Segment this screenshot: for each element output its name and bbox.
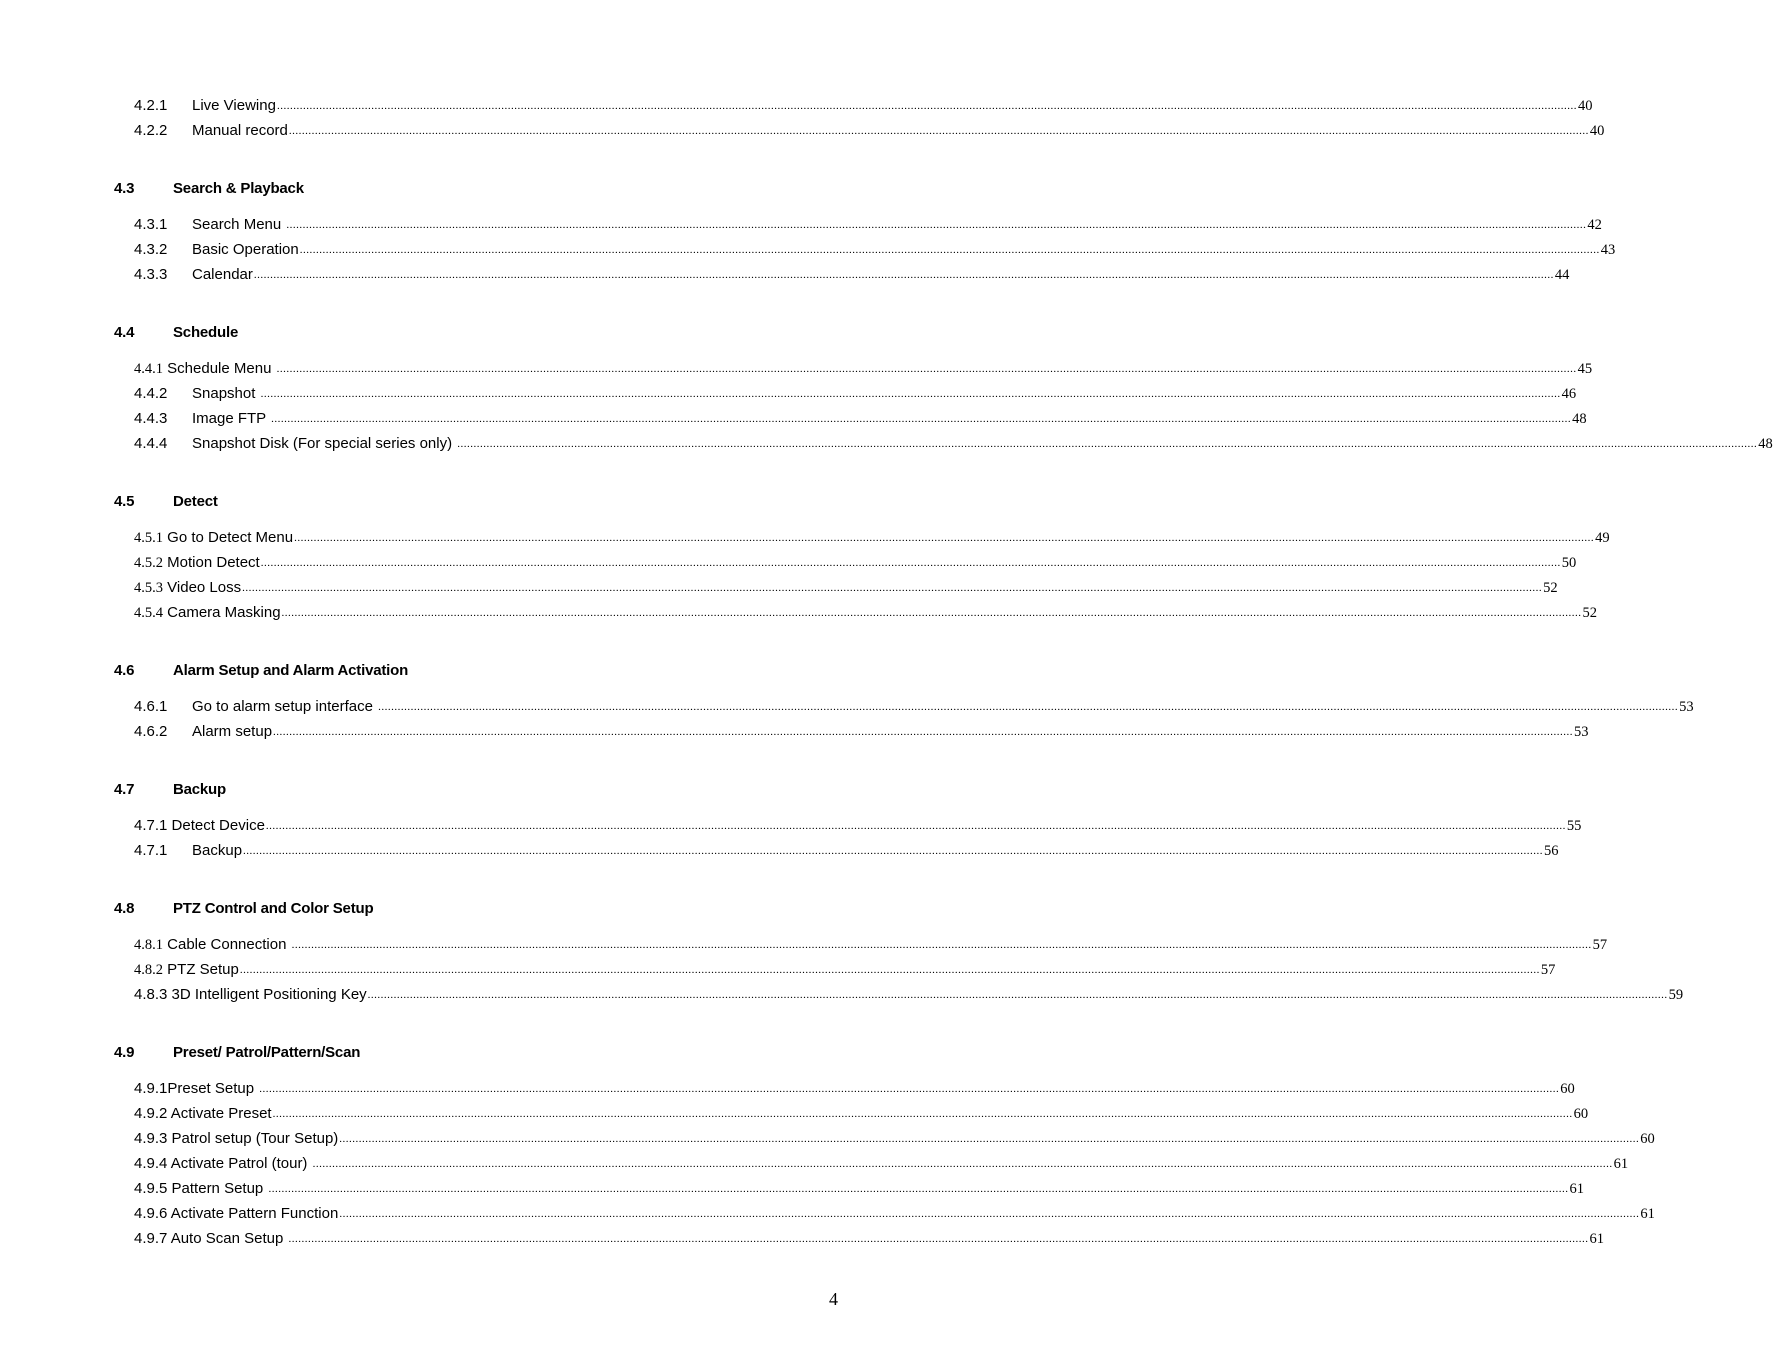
section-number: 4.7 (114, 781, 135, 798)
entry-number: 4.5.2 (134, 555, 163, 571)
entry-page-number: 40 (1577, 98, 1593, 114)
section-number: 4.4 (114, 324, 135, 341)
toc-entry[interactable] (134, 932, 1608, 954)
entry-title: Snapshot Disk (For special series only) (192, 435, 457, 452)
dot-leader: ................................................................................................................................................................................................................................................................................................................................................................................................................ (288, 1233, 1589, 1245)
entry-title: PTZ Setup (163, 961, 239, 978)
entry-title: Image FTP (192, 410, 271, 427)
entry-page-number: 42 (1587, 217, 1602, 233)
dot-leader: ................................................................................................................................................................................................................................................................................................................................................................................................................ (339, 1208, 1640, 1220)
entry-number: 4.9.2 (134, 1105, 168, 1122)
dot-leader: ................................................................................................................................................................................................................................................................................................................................................................................................................ (312, 1158, 1613, 1170)
entry-page-number: 48 (1572, 411, 1587, 427)
entry-title: Alarm setup (192, 723, 273, 740)
toc-entry[interactable] (134, 1201, 1655, 1223)
toc-section-heading[interactable] (114, 1040, 814, 1062)
entry-number: 4.9.3 (134, 1130, 168, 1147)
entry-number: 4.3.1 (134, 216, 168, 233)
entry-number: 4.4.2 (134, 385, 168, 402)
entry-number: 4.8.1 (134, 937, 163, 953)
entry-title: Auto Scan Setup (167, 1230, 288, 1247)
entry-title: Motion Detect (163, 554, 260, 571)
toc-entry[interactable] (134, 1101, 1589, 1123)
entry-number: 4.2.1 (134, 97, 168, 114)
entry-number: 4.5.3 (134, 580, 163, 596)
section-title: PTZ Control and Color Setup (173, 900, 374, 917)
toc-entry[interactable] (134, 381, 1577, 403)
entry-page-number: 45 (1577, 361, 1593, 377)
entry-title: Activate Preset (167, 1105, 272, 1122)
dot-leader: ................................................................................................................................................................................................................................................................................................................................................................................................................ (265, 820, 1566, 832)
dot-leader: ................................................................................................................................................................................................................................................................................................................................................................................................................ (260, 557, 1561, 569)
section-title: Preset/ Patrol/Pattern/Scan (173, 1044, 361, 1061)
entry-page-number: 46 (1561, 386, 1577, 402)
dot-leader: ................................................................................................................................................................................................................................................................................................................................................................................................................ (260, 388, 1561, 400)
entry-number: 4.9.4 (134, 1155, 168, 1172)
entry-title: Preset Setup (167, 1080, 259, 1097)
dot-leader: ................................................................................................................................................................................................................................................................................................................................................................................................................ (273, 726, 1574, 738)
dot-leader: ................................................................................................................................................................................................................................................................................................................................................................................................................ (276, 363, 1577, 375)
entry-title: Cable Connection (163, 936, 291, 953)
dot-leader: ................................................................................................................................................................................................................................................................................................................................................................................................................ (378, 701, 1679, 713)
entry-title: Detect Device (167, 817, 265, 834)
entry-title: Live Viewing (192, 97, 276, 114)
entry-number: 4.4.3 (134, 410, 168, 427)
entry-page-number: 40 (1589, 123, 1605, 139)
section-title: Detect (173, 493, 218, 510)
toc-entry[interactable] (134, 719, 1589, 741)
entry-title: Backup (192, 842, 243, 859)
entry-title: Manual record (192, 122, 288, 139)
entry-page-number: 57 (1592, 937, 1608, 953)
toc-entry[interactable] (134, 431, 1773, 453)
toc-entry[interactable] (134, 262, 1570, 284)
toc-entry[interactable] (134, 550, 1577, 572)
entry-page-number: 52 (1582, 605, 1598, 621)
entry-number: 4.5.1 (134, 530, 163, 546)
section-title: Search & Playback (173, 180, 304, 197)
entry-page-number: 49 (1595, 530, 1610, 546)
dot-leader: ................................................................................................................................................................................................................................................................................................................................................................................................................ (281, 607, 1582, 619)
dot-leader: ................................................................................................................................................................................................................................................................................................................................................................................................................ (286, 219, 1587, 231)
entry-number: 4.3.2 (134, 241, 168, 258)
dot-leader: ................................................................................................................................................................................................................................................................................................................................................................................................................ (276, 100, 1577, 112)
entry-page-number: 61 (1613, 1156, 1629, 1172)
dot-leader: ................................................................................................................................................................................................................................................................................................................................................................................................................ (271, 413, 1572, 425)
entry-number: 4.9.1 (134, 1080, 168, 1097)
dot-leader: ................................................................................................................................................................................................................................................................................................................................................................................................................ (243, 845, 1544, 857)
entry-number: 4.9.5 (134, 1180, 168, 1197)
entry-page-number: 53 (1679, 699, 1694, 715)
entry-page-number: 52 (1543, 580, 1558, 596)
dot-leader: ................................................................................................................................................................................................................................................................................................................................................................................................................ (239, 964, 1540, 976)
toc-entry[interactable] (134, 118, 1605, 140)
entry-number: 4.4.1 (134, 361, 163, 377)
section-number: 4.5 (114, 493, 135, 510)
entry-page-number: 44 (1554, 267, 1570, 283)
dot-leader: ................................................................................................................................................................................................................................................................................................................................................................................................................ (457, 438, 1758, 450)
toc-entry[interactable] (134, 212, 1602, 234)
dot-leader: ................................................................................................................................................................................................................................................................................................................................................................................................................ (272, 1108, 1573, 1120)
toc-entry[interactable] (134, 1151, 1629, 1173)
entry-number: 4.8.3 (134, 986, 168, 1003)
toc-section-heading[interactable] (114, 658, 814, 680)
entry-title: Go to Detect Menu (163, 529, 294, 546)
entry-page-number: 53 (1574, 724, 1589, 740)
entry-title: Search Menu (192, 216, 286, 233)
entry-title: 3D Intelligent Positioning Key (167, 986, 367, 1003)
dot-leader: ................................................................................................................................................................................................................................................................................................................................................................................................................ (259, 1083, 1560, 1095)
toc-entry[interactable] (134, 982, 1684, 1004)
section-title: Alarm Setup and Alarm Activation (173, 662, 409, 679)
toc-entry[interactable] (134, 600, 1598, 622)
toc-entry[interactable] (134, 1226, 1604, 1248)
entry-page-number: 60 (1640, 1131, 1655, 1147)
entry-title: Calendar (192, 266, 253, 283)
entry-number: 4.7.1 (134, 842, 168, 859)
entry-page-number: 61 (1640, 1206, 1655, 1222)
entry-number: 4.9.6 (134, 1205, 168, 1222)
section-number: 4.8 (114, 900, 135, 917)
entry-page-number: 60 (1573, 1106, 1589, 1122)
entry-title: Go to alarm setup interface (192, 698, 378, 715)
toc-entry[interactable] (134, 525, 1610, 547)
toc-section-heading[interactable] (114, 176, 814, 198)
entry-page-number: 50 (1561, 555, 1577, 571)
toc-entry[interactable] (134, 1076, 1575, 1098)
entry-number: 4.6.2 (134, 723, 168, 740)
entry-title: Patrol setup (Tour Setup) (167, 1130, 339, 1147)
toc-entry[interactable] (134, 1126, 1655, 1148)
toc-entry[interactable] (134, 838, 1559, 860)
toc-section-heading[interactable] (114, 777, 814, 799)
entry-page-number: 57 (1540, 962, 1556, 978)
entry-page-number: 48 (1758, 436, 1773, 452)
entry-page-number: 55 (1566, 818, 1582, 834)
toc-entry[interactable] (134, 237, 1616, 259)
dot-leader: ................................................................................................................................................................................................................................................................................................................................................................................................................ (288, 125, 1589, 137)
toc-entry[interactable] (134, 356, 1593, 378)
toc-entry[interactable] (134, 406, 1587, 428)
entry-page-number: 56 (1544, 843, 1559, 859)
entry-number: 4.8.2 (134, 962, 163, 978)
entry-number: 4.7.1 (134, 817, 168, 834)
entry-number: 4.6.1 (134, 698, 168, 715)
entry-page-number: 61 (1569, 1181, 1584, 1197)
entry-page-number: 59 (1668, 987, 1684, 1003)
entry-number: 4.5.4 (134, 605, 163, 621)
dot-leader: ................................................................................................................................................................................................................................................................................................................................................................................................................ (253, 269, 1554, 281)
entry-title: Camera Masking (163, 604, 281, 621)
toc-entry[interactable] (134, 694, 1694, 716)
dot-leader: ................................................................................................................................................................................................................................................................................................................................................................................................................ (242, 582, 1543, 594)
entry-number: 4.2.2 (134, 122, 168, 139)
dot-leader: ................................................................................................................................................................................................................................................................................................................................................................................................................ (268, 1183, 1569, 1195)
entry-page-number: 61 (1589, 1231, 1604, 1247)
dot-leader: ................................................................................................................................................................................................................................................................................................................................................................................................................ (294, 532, 1595, 544)
entry-title: Video Loss (163, 579, 242, 596)
entry-number: 4.4.4 (134, 435, 168, 452)
entry-page-number: 43 (1600, 242, 1616, 258)
dot-leader: ................................................................................................................................................................................................................................................................................................................................................................................................................ (291, 939, 1592, 951)
section-number: 4.3 (114, 180, 135, 197)
toc-section-heading[interactable] (114, 489, 814, 511)
entry-page-number: 60 (1560, 1081, 1575, 1097)
entry-title: Activate Pattern Function (167, 1205, 339, 1222)
toc-entry[interactable] (134, 575, 1558, 597)
entry-title: Basic Operation (192, 241, 299, 258)
entry-number: 4.9.7 (134, 1230, 168, 1247)
entry-title: Pattern Setup (167, 1180, 268, 1197)
page-number: 4 (829, 1289, 838, 1309)
entry-title: Snapshot (192, 385, 260, 402)
section-title: Schedule (173, 324, 239, 341)
dot-leader: ................................................................................................................................................................................................................................................................................................................................................................................................................ (299, 244, 1600, 256)
toc-section-heading[interactable] (114, 896, 814, 918)
toc-entry[interactable] (134, 1176, 1584, 1198)
section-number: 4.6 (114, 662, 135, 679)
dot-leader: ................................................................................................................................................................................................................................................................................................................................................................................................................ (339, 1133, 1640, 1145)
toc-entry[interactable] (134, 813, 1582, 835)
section-number: 4.9 (114, 1044, 135, 1061)
toc-section-heading[interactable] (114, 320, 814, 342)
entry-title: Schedule Menu (163, 360, 276, 377)
entry-number: 4.3.3 (134, 266, 168, 283)
toc-entry[interactable] (134, 957, 1556, 979)
section-title: Backup (173, 781, 226, 798)
dot-leader: ................................................................................................................................................................................................................................................................................................................................................................................................................ (367, 989, 1668, 1001)
entry-title: Activate Patrol (tour) (167, 1155, 312, 1172)
toc-entry[interactable] (134, 93, 1593, 115)
